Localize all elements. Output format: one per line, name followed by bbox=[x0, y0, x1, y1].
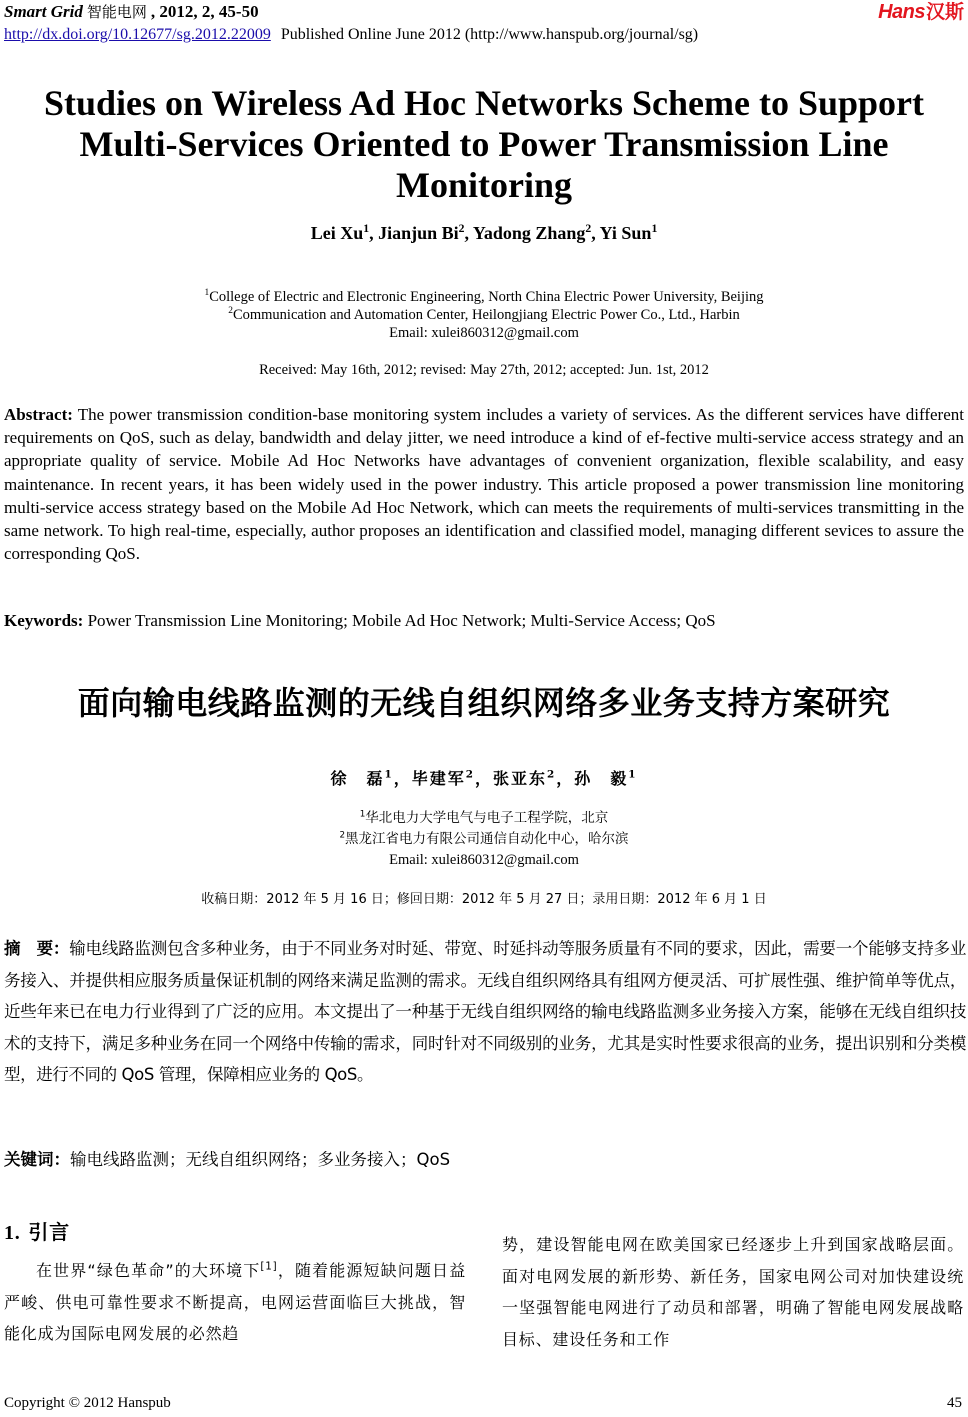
author: 张亚东$^2$， bbox=[493, 768, 575, 788]
author-list-cn bbox=[0, 766, 968, 789]
paragraph: 在世界“绿色革命”的大环境下[1]，随着能源短缺问题日益严峻、供电可靠性要求不断提高，电网运营面临巨大挑战，智能化成为国际电网发展的必然趋 bbox=[4, 1260, 466, 1343]
author: 孙 毅$^1$ bbox=[574, 768, 638, 788]
journal-name: Smart Grid bbox=[4, 2, 83, 21]
paper-title: Studies on Wireless Ad Hoc Networks Scheme to Support Multi-Services Oriented to Power Transmission Line Monitoring bbox=[43, 83, 925, 205]
received-dates: Received: May 16th, 2012; revised: May 27th, 2012; accepted: Jun. 1st, 2012 bbox=[259, 362, 709, 378]
author: 徐 磊$^1$， bbox=[330, 768, 412, 788]
keywords-label: Keywords: bbox=[4, 611, 84, 630]
body-column-right bbox=[502, 1229, 964, 1355]
published-online: Published Online June 2012 (http://www.hanspub.org/journal/sg) bbox=[280, 26, 699, 43]
page-footer bbox=[4, 1395, 962, 1412]
journal-name-cn: 智能电网 bbox=[86, 3, 147, 21]
abstract-label: Abstract: bbox=[4, 405, 73, 424]
abstract-label-cn: 摘 要： bbox=[4, 939, 70, 958]
paragraph: 势，建设智能电网在欧美国家已经逐步上升到国家战略层面。面对电网发展的新形势、新任务，国家电网公司对加快建设统一坚强智能电网进行了动员和部署，明确了智能电网发展战略目标、建设任务和工作 bbox=[502, 1235, 964, 1349]
affiliation: $^1$College of Electric and Electronic Engineering, North China Electric Power University, Beijing bbox=[204, 288, 764, 305]
section-number: 1. bbox=[4, 1222, 21, 1244]
doi-line bbox=[4, 24, 964, 46]
affiliation: $^2$黑龙江省电力有限公司通信自动化中心，哈尔滨 bbox=[339, 830, 629, 847]
hans-logo bbox=[878, 0, 964, 24]
page-number: 45 bbox=[947, 1395, 962, 1411]
doi-link[interactable]: http://dx.doi.org/10.12677/sg.2012.22009 bbox=[4, 26, 271, 43]
received-dates-cn: 收稿日期：2012 年 5 月 16 日；修回日期：2012 年 5 月 27 日；录用日期：2012 年 6 月 1 日 bbox=[201, 892, 767, 907]
citation-link[interactable]: [1] bbox=[260, 1260, 278, 1273]
page-header bbox=[4, 0, 964, 46]
abstract-text-cn: 输电线路监测包含多种业务，由于不同业务对时延、带宽、时延抖动等服务质量有不同的要求，因此，需要一个能够支持多业务接入、并提供相应服务质量保证机制的网络来满足监测的需求。无线自组织网络具有组网方便灵活、可扩展性强、维护简单等优点，近些年来已在电力行业得到了广泛的应用。本文提出了一种基于无线自组织网络的输电线路监测多业务接入方案，能够在无线自组织技术的支持下，满足多种业务在同一个网络中传输的需求，同时针对不同级别的业务，尤其是实时性要求很高的业务，提出识别和分类模型，进行不同的 QoS 管理，保障相应业务的 QoS。 bbox=[4, 939, 966, 1084]
affiliation: $^2$Communication and Automation Center, Heilongjiang Electric Power Co., Ltd., Harbin bbox=[228, 306, 740, 323]
logo-cn: 汉斯 bbox=[925, 1, 964, 23]
keywords-label-cn: 关键词： bbox=[4, 1150, 70, 1169]
keywords-text-cn: 输电线路监测；无线自组织网络；多业务接入；QoS bbox=[70, 1150, 451, 1169]
keywords-cn bbox=[4, 1146, 964, 1170]
author: Yi Sun$^1$ bbox=[599, 222, 658, 243]
author: Yadong Zhang$^2$, bbox=[472, 222, 600, 243]
abstract-cn bbox=[4, 933, 966, 1091]
section-title: 引言 bbox=[28, 1220, 70, 1244]
author: Lei Xu$^1$, bbox=[310, 222, 379, 243]
journal-citation bbox=[4, 0, 964, 24]
author: Jianjun Bi$^2$, bbox=[378, 222, 473, 243]
email: Email: xulei860312@gmail.com bbox=[389, 325, 579, 341]
email: Email: xulei860312@gmail.com bbox=[389, 852, 579, 868]
journal-volume: , 2012, 2, 45-50 bbox=[150, 2, 259, 21]
abstract-text: The power transmission condition-base monitoring system includes a variety of services. As the different services have different requirements on QoS, such as delay, bandwidth and delay jitter, we need introduce a kind of ef-fective multi-service access strategy and an appropriate quality of service. Mobile Ad Hoc Networks have advantages of convenient organization, flexible scalability, and easy maintenance. In recent years, it has been widely used in the power industry. This article proposed a power transmission line monitoring multi-service access strategy based on the Mobile Ad Hoc Network, which can meets the requirements of multi-services transmitting in the same network. To high real-time, especially, author proposes an identification and classified model, managing different sevices to assure the corresponding QoS. bbox=[4, 405, 964, 564]
keywords-text: Power Transmission Line Monitoring; Mobile Ad Hoc Network; Multi-Service Access; QoS bbox=[87, 611, 716, 630]
copyright: Copyright © 2012 Hanspub bbox=[4, 1395, 171, 1411]
abstract-en bbox=[4, 403, 964, 565]
affiliations bbox=[0, 288, 968, 342]
body-column-left bbox=[4, 1212, 466, 1350]
section-heading bbox=[4, 1212, 466, 1253]
affiliations-cn bbox=[0, 808, 968, 871]
author-list bbox=[0, 223, 968, 244]
affiliation: $^1$华北电力大学电气与电子工程学院，北京 bbox=[359, 809, 609, 826]
paper-title-cn: 面向输电线路监测的无线自组织网络多业务支持方案研究 bbox=[77, 684, 891, 722]
logo-en: Hans bbox=[878, 1, 925, 23]
keywords-en bbox=[4, 609, 964, 632]
author: 毕建军$^2$， bbox=[411, 768, 493, 788]
